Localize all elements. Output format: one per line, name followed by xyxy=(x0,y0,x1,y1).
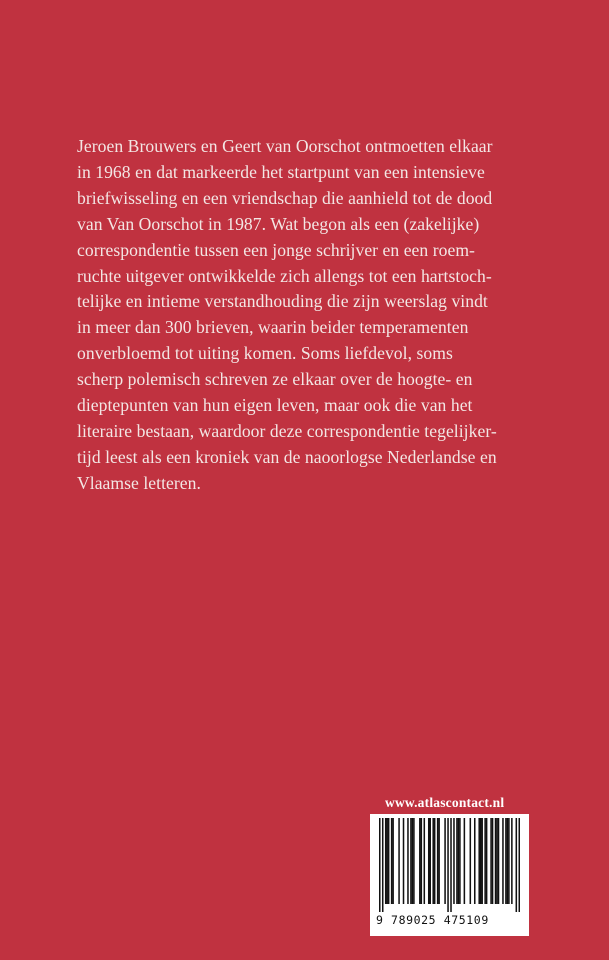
barcode-bar xyxy=(450,818,452,912)
barcode-bar xyxy=(484,818,486,904)
barcode-bar xyxy=(419,818,421,904)
barcode-bar xyxy=(496,818,498,904)
barcode-bar xyxy=(495,818,497,904)
blurb-line: briefwisseling en een vriendschap die aanhield tot de dood xyxy=(77,187,493,208)
barcode-bar xyxy=(437,818,439,904)
barcode-bar xyxy=(458,818,460,904)
barcode-bar xyxy=(516,818,518,912)
blurb-line: scherp polemisch schreven ze elkaar over de hoogte- en xyxy=(77,369,473,390)
barcode-bar xyxy=(421,818,423,904)
barcode-bar xyxy=(413,818,415,904)
blurb-line: in 1968 en dat markeerde het startpunt van een intensieve xyxy=(77,161,485,182)
barcode-bar xyxy=(407,818,409,904)
blurb-line: dieptepunten van hun eigen leven, maar ook die van het xyxy=(77,395,473,416)
barcode-bar xyxy=(459,818,461,904)
barcode-bar xyxy=(403,818,405,904)
barcode-bar xyxy=(410,818,412,904)
barcode-bar xyxy=(492,818,494,904)
barcode-bar xyxy=(424,818,426,904)
barcode-bar xyxy=(464,818,466,904)
barcode-bar xyxy=(428,818,430,904)
barcode-bar xyxy=(508,818,510,904)
barcode-bar xyxy=(432,818,434,904)
barcode-bars xyxy=(379,818,520,912)
blurb-line: in meer dan 300 brieven, waarin beider temperamenten xyxy=(77,317,469,338)
barcode-bar xyxy=(519,818,520,912)
barcode xyxy=(370,814,529,936)
barcode-bar xyxy=(412,818,414,904)
barcode-bar xyxy=(507,818,509,904)
barcode-bar xyxy=(502,818,504,904)
publisher-website[interactable]: www.atlascontact.nl xyxy=(385,795,505,810)
blurb-line: van Van Oorschot in 1987. Wat begon als een (zakelijke) xyxy=(77,213,480,234)
barcode-bar xyxy=(438,818,440,904)
isbn-number: 9 789025 475109 xyxy=(376,913,489,927)
blurb-line: Vlaamse letteren. xyxy=(77,472,201,493)
barcode-bar xyxy=(391,818,393,904)
barcode-bar xyxy=(398,818,400,904)
barcode-bar xyxy=(486,818,488,904)
barcode-bar xyxy=(444,818,446,904)
barcode-bar xyxy=(511,818,513,904)
barcode-bar xyxy=(429,818,431,904)
barcode-bar xyxy=(385,818,387,904)
barcode-bar xyxy=(386,818,388,904)
barcode-bar xyxy=(382,818,384,912)
barcode-bar xyxy=(470,818,472,904)
barcode-bar xyxy=(480,818,482,904)
blurb-line: Jeroen Brouwers en Geert van Oorschot ontmoetten elkaar xyxy=(77,136,493,156)
barcode-bar xyxy=(447,818,449,912)
blurb-line: onverbloemd tot uiting komen. Soms liefdevol, soms xyxy=(77,343,453,364)
blurb-text xyxy=(77,134,547,497)
barcode-bar xyxy=(505,818,507,904)
blurb-line: correspondentie tussen een jonge schrijver en een roem- xyxy=(77,239,475,260)
barcode-bar xyxy=(498,818,500,904)
barcode-bar xyxy=(490,818,492,904)
blurb-line: telijke en intieme verstandhouding die zijn weerslag vindt xyxy=(77,291,488,312)
blurb-line: tijd leest als een kroniek van de naoorlogse Nederlandse en xyxy=(77,446,497,467)
blurb-line: literaire bestaan, waardoor deze correspondentie tegelijker- xyxy=(77,420,497,441)
barcode-bar xyxy=(453,818,455,904)
barcode-bar xyxy=(478,818,480,904)
barcode-bar xyxy=(434,818,436,904)
barcode-bar xyxy=(456,818,458,904)
barcode-bar xyxy=(481,818,483,904)
barcode-bar xyxy=(379,818,381,912)
barcode-bar xyxy=(388,818,390,904)
barcode-bar xyxy=(392,818,394,904)
barcode-bar xyxy=(474,818,476,904)
blurb-line: ruchte uitgever ontwikkelde zich allengs tot een hartstoch- xyxy=(77,265,492,286)
